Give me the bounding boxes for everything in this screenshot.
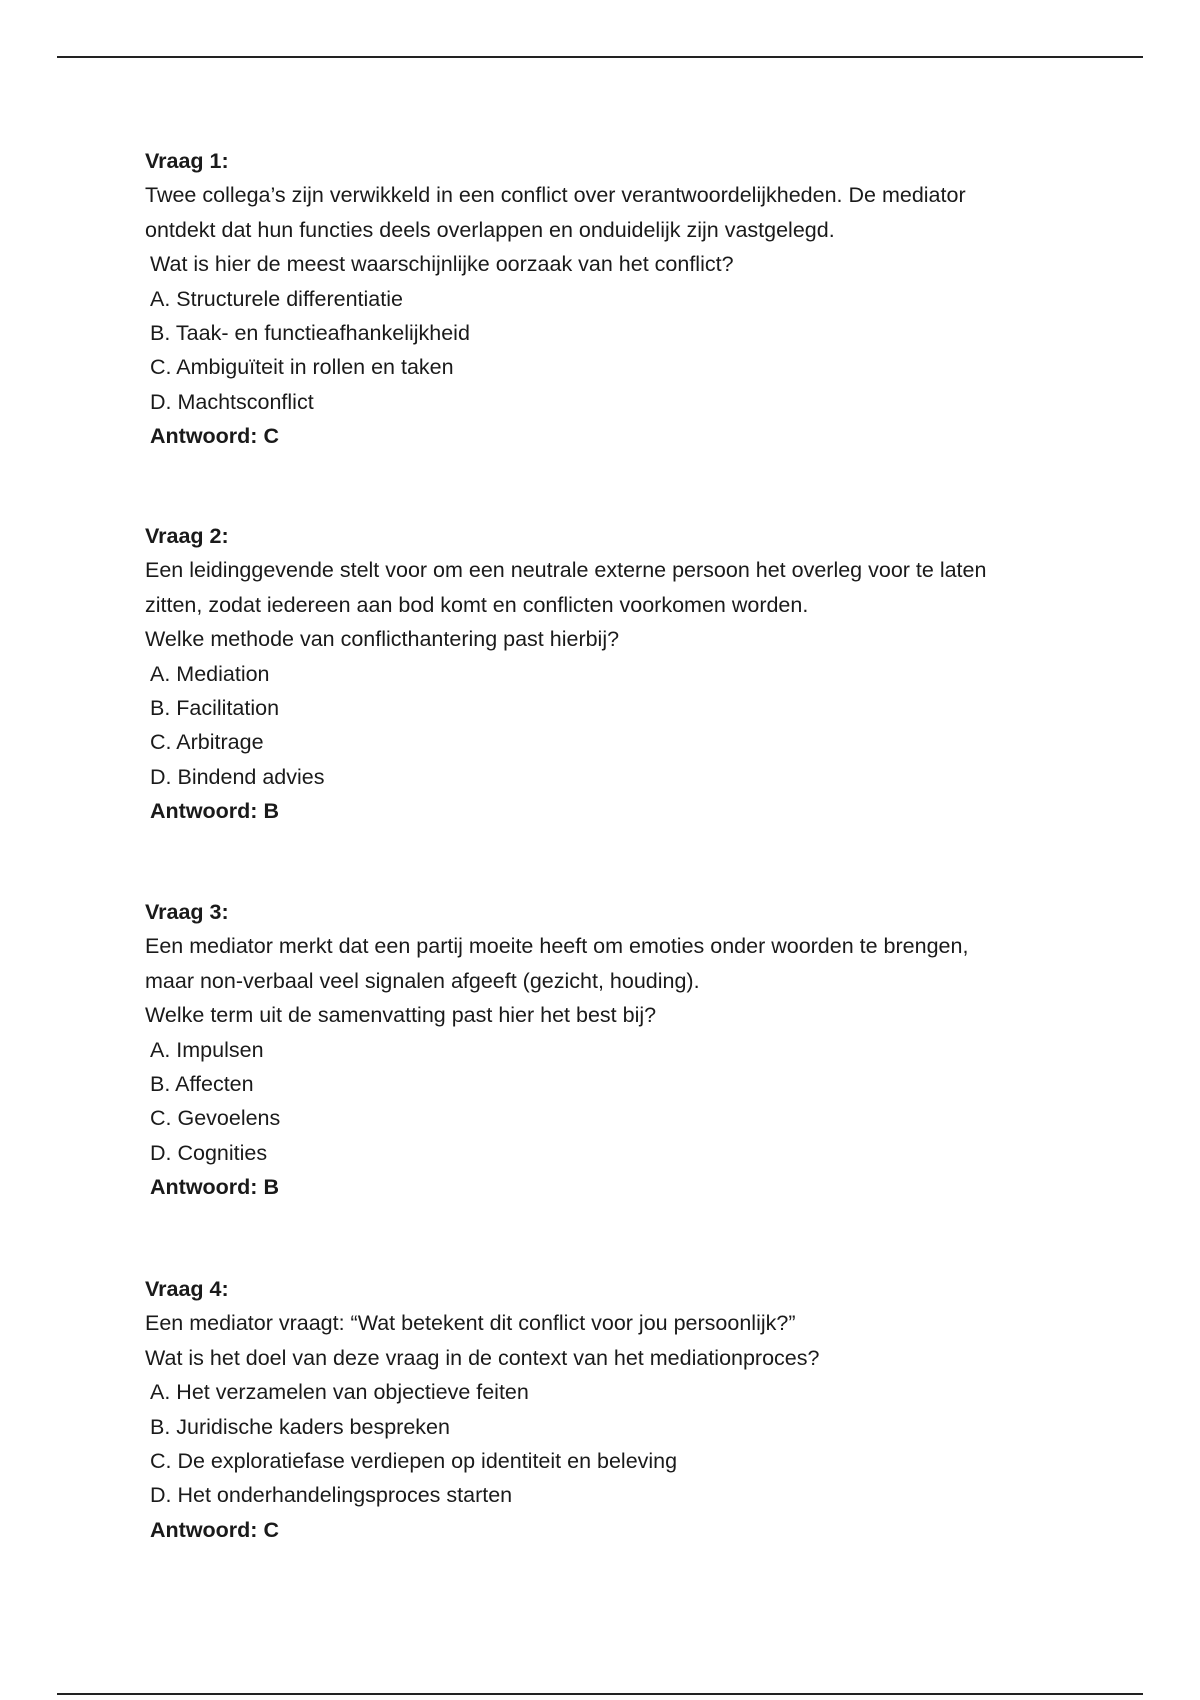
question-text-line: Een mediator vraagt: “Wat betekent dit conflict voor jou persoonlijk?” bbox=[145, 1311, 796, 1336]
option-b: B. Juridische kaders bespreken bbox=[150, 1414, 450, 1439]
option-c: C. Ambiguïteit in rollen en taken bbox=[150, 355, 454, 380]
answer-key: Antwoord: B bbox=[150, 1175, 279, 1200]
question-text-line: Twee collega’s zijn verwikkeld in een conflict over verantwoordelijkheden. De mediator bbox=[145, 183, 966, 208]
question-text-line: maar non-verbaal veel signalen afgeeft (gezicht, houding). bbox=[145, 968, 700, 993]
option-d: D. Cognities bbox=[150, 1140, 268, 1165]
question-text-line: Een leidinggevende stelt voor om een neutrale externe persoon het overleg voor te laten bbox=[145, 558, 987, 583]
answer-options bbox=[145, 657, 1085, 795]
question-text-line: ontdekt dat hun functies deels overlappen en onduidelijk zijn vastgelegd. bbox=[145, 217, 835, 242]
answer-key: Antwoord: C bbox=[150, 424, 279, 449]
answer-key: Antwoord: C bbox=[150, 1517, 279, 1542]
option-a: A. Het verzamelen van objectieve feiten bbox=[150, 1380, 529, 1405]
question-title: Vraag 4: bbox=[145, 1277, 229, 1301]
option-d: D. Machtsconflict bbox=[150, 389, 314, 414]
question-title: Vraag 1: bbox=[145, 149, 229, 173]
option-b: B. Taak- en functieafhankelijkheid bbox=[150, 321, 470, 346]
question-prompt: Wat is hier de meest waarschijnlijke oorzaak van het conflict? bbox=[150, 252, 734, 277]
answer-options bbox=[145, 1375, 1085, 1513]
question-text-line: zitten, zodat iedereen aan bod komt en conflicten voorkomen worden. bbox=[145, 592, 809, 617]
option-c: C. De exploratiefase verdiepen op identiteit en beleving bbox=[150, 1449, 678, 1474]
option-c: C. Gevoelens bbox=[150, 1106, 281, 1131]
option-b: B. Facilitation bbox=[150, 696, 280, 721]
question-1 bbox=[145, 144, 1085, 454]
option-b: B. Affecten bbox=[150, 1072, 254, 1097]
question-prompt: Wat is het doel van deze vraag in de context van het mediationproces? bbox=[145, 1345, 820, 1370]
question-2 bbox=[145, 519, 1085, 829]
answer-options bbox=[145, 1033, 1085, 1171]
question-title: Vraag 2: bbox=[145, 524, 229, 548]
header-rule bbox=[57, 56, 1143, 58]
option-a: A. Mediation bbox=[150, 661, 270, 686]
question-prompt: Welke term uit de samenvatting past hier het best bij? bbox=[145, 1003, 657, 1028]
option-d: D. Het onderhandelingsproces starten bbox=[150, 1483, 513, 1508]
question-4 bbox=[145, 1272, 1085, 1547]
answer-options bbox=[145, 282, 1085, 420]
option-c: C. Arbitrage bbox=[150, 730, 264, 755]
question-prompt: Welke methode van conflicthantering past hierbij? bbox=[145, 627, 620, 652]
option-d: D. Bindend advies bbox=[150, 764, 325, 789]
question-text-line: Een mediator merkt dat een partij moeite heeft om emoties onder woorden te brengen, bbox=[145, 934, 969, 959]
question-title: Vraag 3: bbox=[145, 900, 229, 924]
footer-rule bbox=[57, 1693, 1143, 1695]
option-a: A. Structurele differentiatie bbox=[150, 286, 403, 311]
option-a: A. Impulsen bbox=[150, 1037, 264, 1062]
answer-key: Antwoord: B bbox=[150, 799, 279, 824]
question-3 bbox=[145, 895, 1085, 1205]
